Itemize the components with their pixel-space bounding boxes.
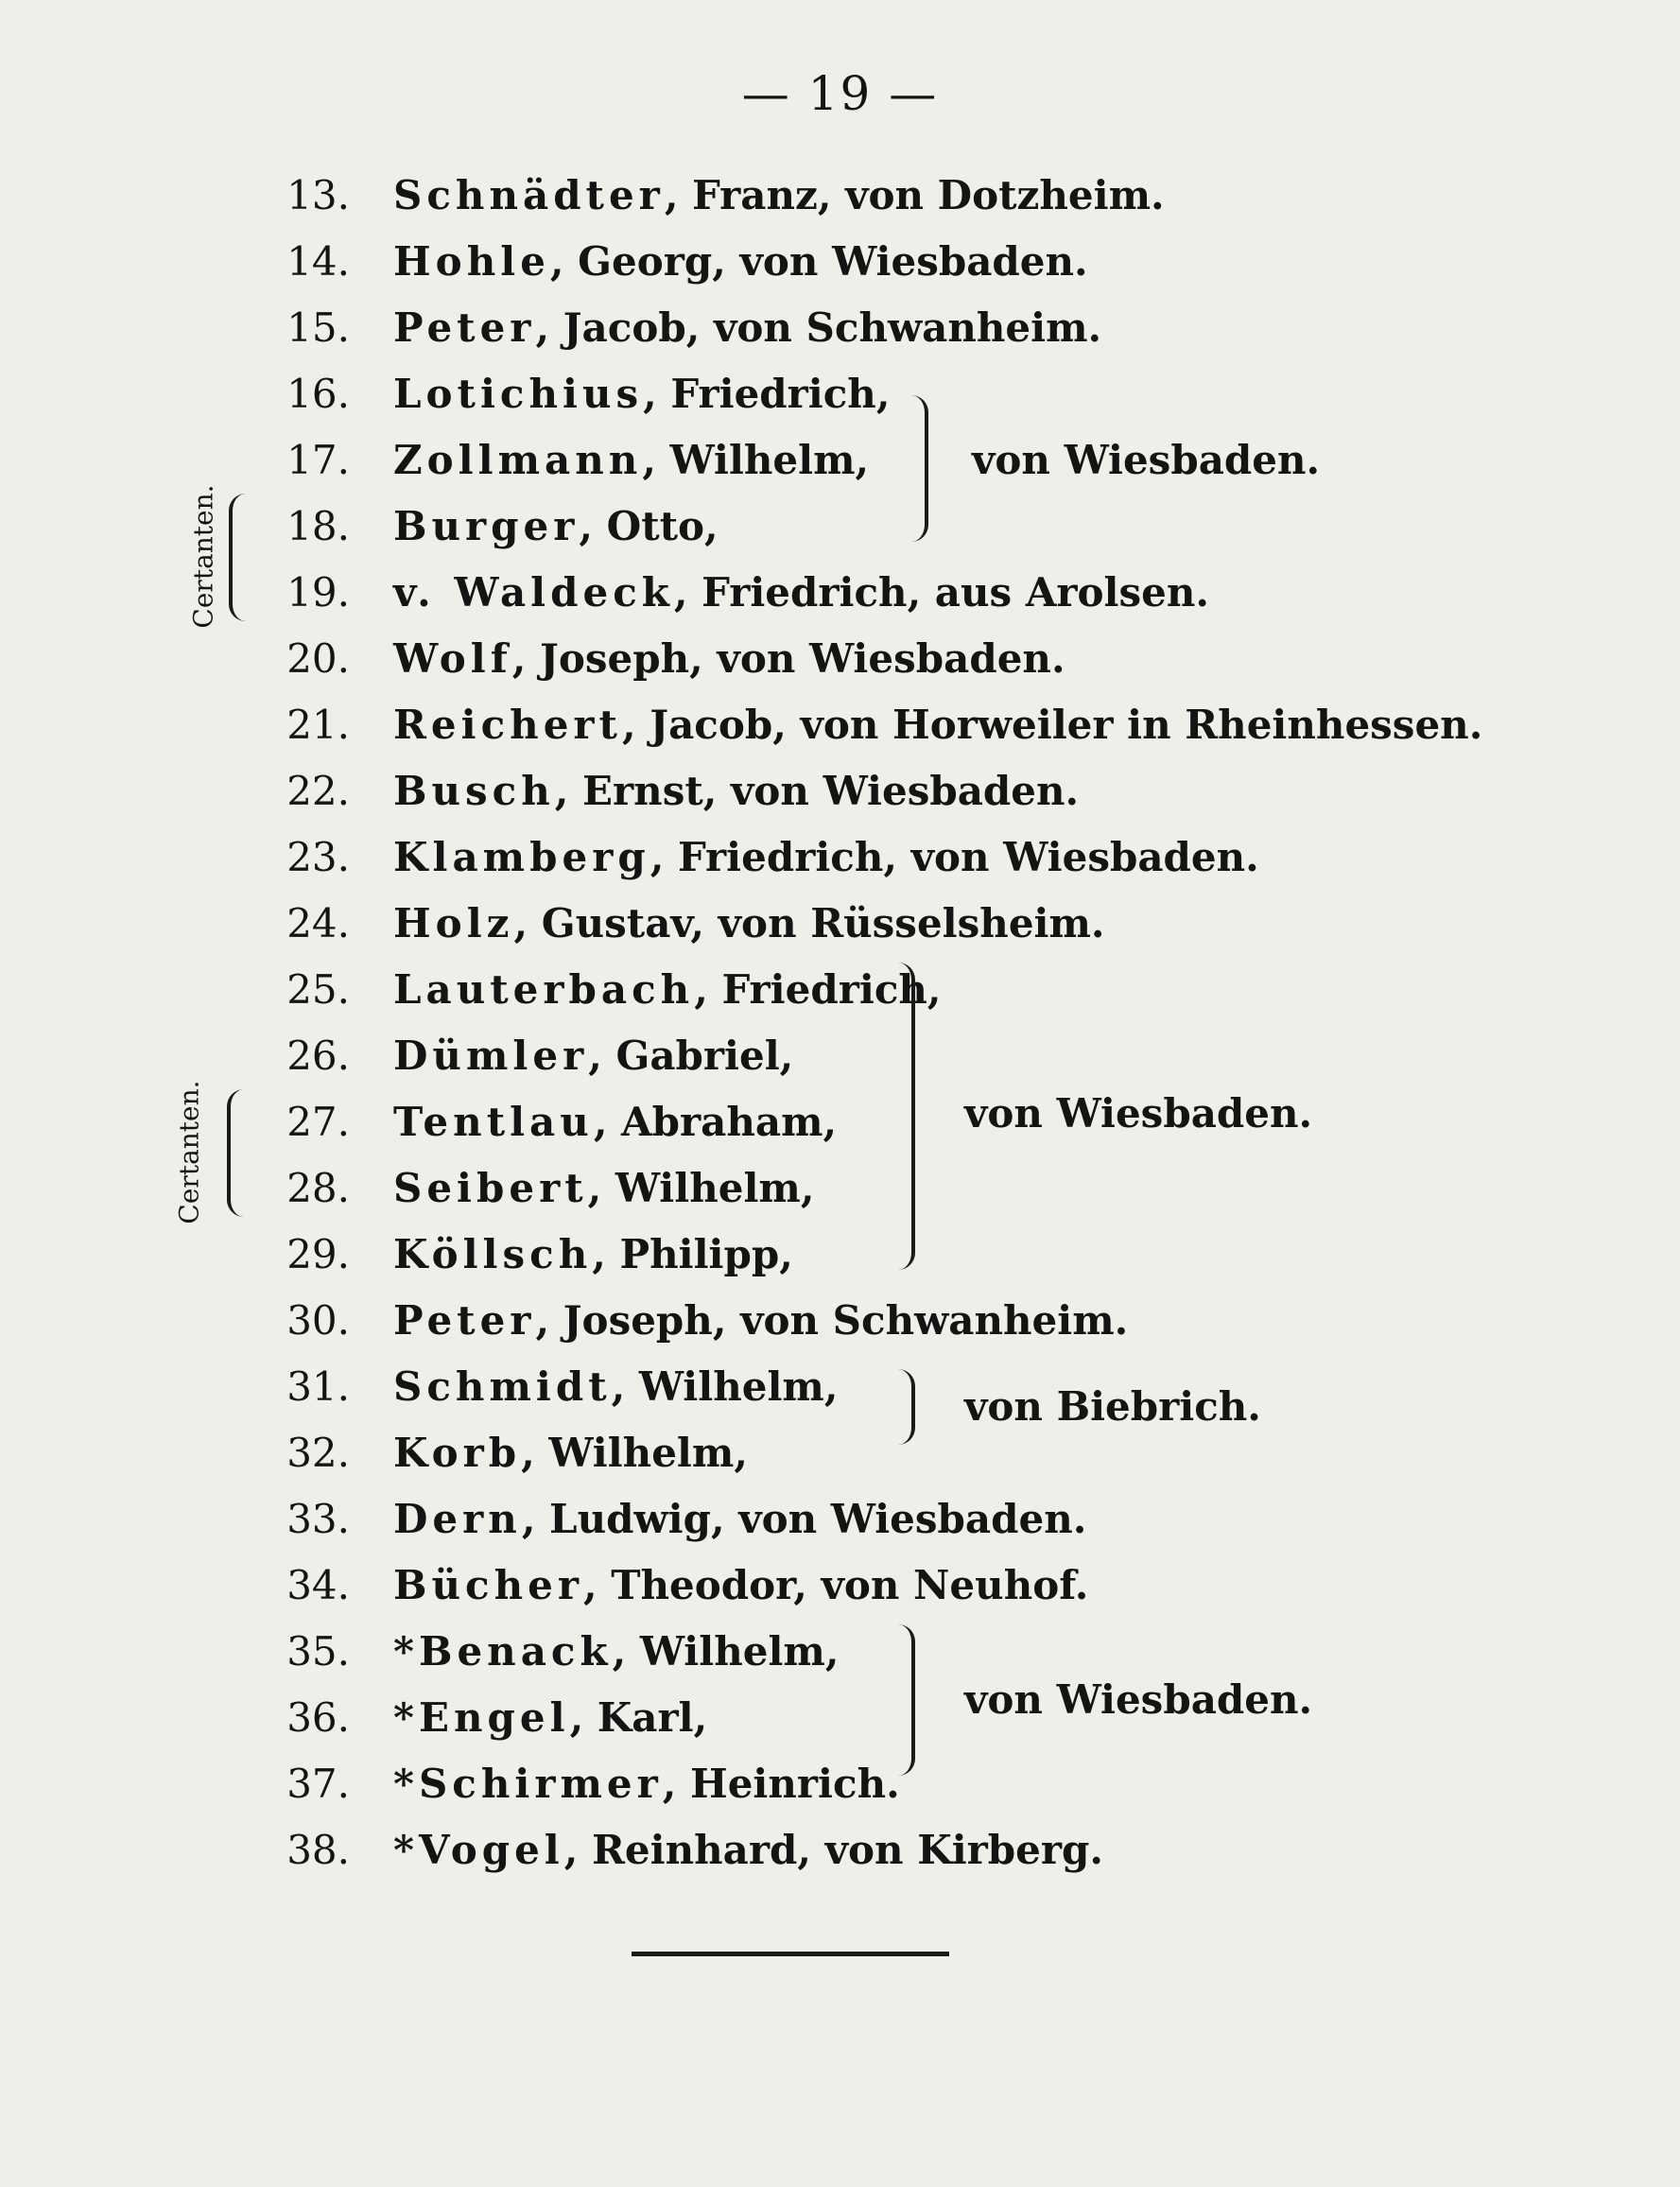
entry-number: 31. [286, 1363, 350, 1410]
end-rule [632, 1952, 949, 1956]
entry-surname: *Benack [393, 1628, 613, 1675]
side-label: Certanten. [187, 484, 219, 629]
entry-number: 16. [286, 371, 350, 417]
entry-surname: Klamberg [393, 834, 650, 880]
entry-surname: Busch [393, 768, 555, 814]
entry-surname: Schmidt [393, 1363, 612, 1410]
entry-details: , Jacob, von Schwanheim. [535, 304, 1102, 351]
list-item [255, 1288, 1128, 1354]
list-item [255, 427, 869, 494]
side-label: Certanten. [173, 1080, 205, 1224]
entry-surname: Köllsch [393, 1231, 593, 1277]
list-item [255, 163, 1165, 229]
list-item [255, 626, 1065, 692]
entry-number: 28. [286, 1165, 350, 1211]
right-brace [898, 1369, 915, 1445]
entry-number: 23. [286, 834, 350, 880]
list-item [255, 1619, 839, 1685]
list-item [255, 560, 1209, 626]
entry-number: 17. [286, 437, 350, 483]
entry-details: , Jacob, von Horweiler in Rheinhessen. [621, 702, 1483, 748]
entry-details: , Ludwig, von Wiesbaden. [521, 1496, 1087, 1542]
entry-number: 19. [286, 569, 350, 616]
group-place: von Wiesbaden. [964, 1676, 1313, 1723]
entry-surname: Tentlau [393, 1099, 594, 1145]
right-brace [898, 1624, 915, 1776]
group-place: von Wiesbaden. [972, 437, 1321, 483]
list-item [255, 1222, 793, 1288]
entry-number: 21. [286, 702, 350, 748]
entry-details: , Joseph, von Wiesbaden. [511, 635, 1065, 682]
list-item [255, 1089, 837, 1155]
entry-number: 18. [286, 503, 350, 549]
entry-details: , Friedrich, aus Arolsen. [673, 569, 1210, 616]
entry-details: , Friedrich, von Wiesbaden. [649, 834, 1259, 880]
entry-details: , Gustav, von Rüsselsheim. [513, 900, 1105, 946]
entry-number: 22. [286, 768, 350, 814]
entry-surname: Peter [393, 304, 536, 351]
entry-details: , Gabriel, [588, 1033, 794, 1079]
entry-number: 14. [286, 238, 350, 285]
entry-surname: Hohle [393, 238, 550, 285]
entry-surname: Lotichius [393, 371, 644, 417]
list-item [255, 295, 1101, 361]
entry-details: , Wilhelm, [642, 437, 870, 483]
entry-details: , Otto, [579, 503, 719, 549]
entry-details: , Franz, von Dotzheim. [664, 172, 1165, 218]
entry-details: , Karl, [569, 1694, 708, 1741]
entry-details: , Abraham, [593, 1099, 838, 1145]
entry-surname: *Engel [393, 1694, 570, 1741]
entry-surname: Lauterbach [393, 966, 695, 1013]
entry-number: 13. [286, 172, 350, 218]
entry-details: , Heinrich. [662, 1761, 900, 1807]
list-item [255, 494, 719, 560]
group-place: von Wiesbaden. [964, 1090, 1313, 1137]
list-item [255, 692, 1482, 758]
entry-surname: Korb [393, 1430, 522, 1476]
list-item [255, 1486, 1086, 1553]
group-place: von Biebrich. [964, 1383, 1261, 1430]
entry-details: , Wilhelm, [521, 1430, 748, 1476]
list-item [255, 1553, 1088, 1619]
entry-details: , Ernst, von Wiesbaden. [554, 768, 1080, 814]
entry-details: , Friedrich, [643, 371, 891, 417]
entry-surname: Dümler [393, 1033, 589, 1079]
list-item [255, 1155, 814, 1222]
list-item [255, 1751, 900, 1817]
list-item [255, 824, 1259, 891]
entry-surname: Reichert [393, 702, 622, 748]
entry-surname: Seibert [393, 1165, 588, 1211]
right-brace [911, 395, 928, 542]
entry-number: 29. [286, 1231, 350, 1277]
entry-details: , Georg, von Wiesbaden. [549, 238, 1088, 285]
entry-surname: *Vogel [393, 1827, 564, 1873]
entry-number: 32. [286, 1430, 350, 1476]
list-item [255, 957, 942, 1023]
entry-details: , Wilhelm, [587, 1165, 815, 1211]
entry-surname: Schnädter [393, 172, 665, 218]
entry-number: 34. [286, 1562, 350, 1608]
entry-number: 37. [286, 1761, 350, 1807]
entry-surname: v. Waldeck [393, 569, 674, 616]
entry-number: 33. [286, 1496, 350, 1542]
left-brace [229, 494, 246, 621]
entry-number: 20. [286, 635, 350, 682]
entry-surname: Bücher [393, 1562, 583, 1608]
entry-surname: Wolf [393, 635, 512, 682]
entry-surname: Zollmann [393, 437, 643, 483]
entry-number: 35. [286, 1628, 350, 1675]
entry-number: 38. [286, 1827, 350, 1873]
entry-details: , Joseph, von Schwanheim. [535, 1297, 1129, 1344]
entry-details: , Wilhelm, [611, 1363, 839, 1410]
list-item [255, 1817, 1103, 1883]
entry-details: , Theodor, von Neuhof. [583, 1562, 1089, 1608]
entry-surname: Burger [393, 503, 580, 549]
entry-number: 24. [286, 900, 350, 946]
page-number: — 19 — [741, 66, 939, 121]
entry-surname: *Schirmer [393, 1761, 663, 1807]
list-item [255, 361, 890, 427]
entry-number: 15. [286, 304, 350, 351]
entry-details: , Philipp, [592, 1231, 793, 1277]
entry-number: 27. [286, 1099, 350, 1145]
list-item [255, 1685, 707, 1751]
list-item [255, 758, 1079, 824]
entry-number: 25. [286, 966, 350, 1013]
list-item [255, 1420, 748, 1486]
entry-surname: Peter [393, 1297, 536, 1344]
right-brace [898, 963, 915, 1270]
entry-number: 36. [286, 1694, 350, 1741]
entry-details: , Reinhard, von Kirberg. [563, 1827, 1103, 1873]
entry-number: 26. [286, 1033, 350, 1079]
list-item [255, 1354, 838, 1420]
left-brace [227, 1089, 244, 1217]
list-item [255, 229, 1088, 295]
list-item [255, 891, 1105, 957]
entry-number: 30. [286, 1297, 350, 1344]
list-item [255, 1023, 793, 1089]
entry-details: , Wilhelm, [612, 1628, 840, 1675]
entry-surname: Dern [393, 1496, 522, 1542]
entry-surname: Holz [393, 900, 514, 946]
entry-details: , Friedrich, [694, 966, 942, 1013]
